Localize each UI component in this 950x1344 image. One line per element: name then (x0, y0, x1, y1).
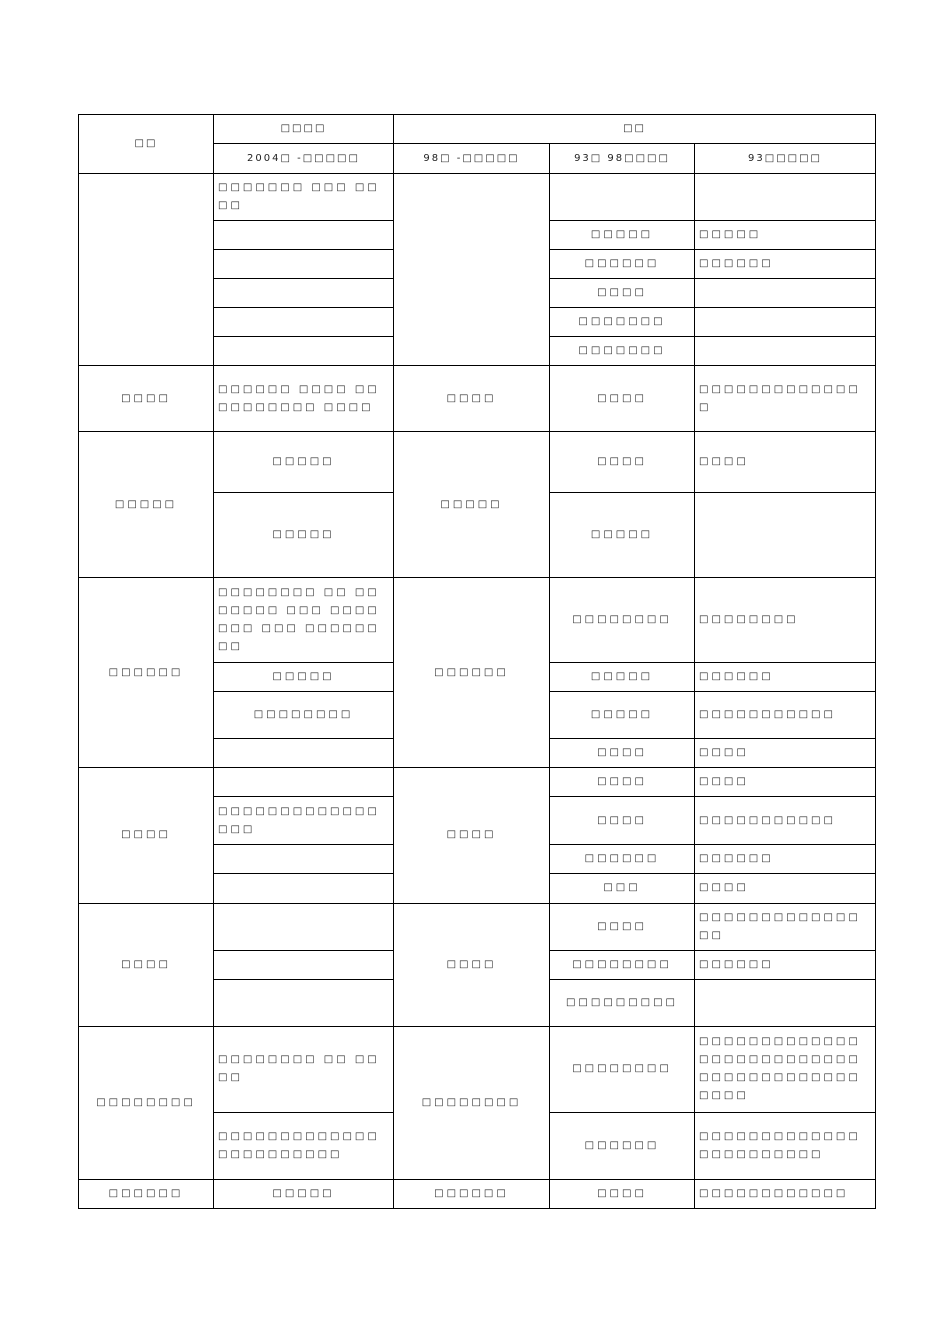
cell-d (695, 337, 876, 366)
cell-c: □□□□□ (550, 663, 695, 692)
cell-c: □□□□□ (550, 221, 695, 250)
cell-d: □□□□□□□□□□□ (695, 797, 876, 845)
table-row (79, 903, 876, 950)
cell-d: □□□□□□ (695, 845, 876, 874)
cell-mid (394, 174, 550, 366)
cell-a (214, 874, 394, 903)
cell-a (214, 279, 394, 308)
cell-c: □□□□ (550, 1179, 695, 1208)
header-sub-2: 98□ -□□□□□ (394, 144, 550, 174)
cell-a (214, 221, 394, 250)
cell-c: □□□□□□ (550, 1112, 695, 1179)
section-label: □□□□□□ (79, 1179, 214, 1208)
cell-d: □□□□□□□□□□□□□□ (695, 366, 876, 432)
cell-a (214, 768, 394, 797)
cell-a (214, 308, 394, 337)
cell-d (695, 174, 876, 221)
cell-a: □□□□□ (214, 432, 394, 493)
cell-c: □□□□ (550, 279, 695, 308)
cell-c: □□□ (550, 874, 695, 903)
cell-mid: □□□□ (394, 903, 550, 1026)
cell-a: □□□□□ (214, 1179, 394, 1208)
cell-d (695, 979, 876, 1026)
cell-d: □□□□□□□□□□□□ (695, 1179, 876, 1208)
table-row (79, 174, 876, 221)
cell-d: □□□□□□□□□□□□□□□ (695, 903, 876, 950)
cell-mid: □□□□□□□□ (394, 1026, 550, 1179)
cell-c: □□□□ (550, 768, 695, 797)
cell-c: □□□□ (550, 432, 695, 493)
table-row (79, 1026, 876, 1112)
cell-c: □□□□□□□□□ (550, 979, 695, 1026)
cell-d: □□□□ (695, 768, 876, 797)
cell-c: □□□□ (550, 903, 695, 950)
cell-d (695, 308, 876, 337)
cell-c: □□□□ (550, 739, 695, 768)
table-row (79, 366, 876, 432)
cell-d: □□□□ (695, 874, 876, 903)
cell-a (214, 950, 394, 979)
cell-a (214, 739, 394, 768)
cell-a: □□□□□ (214, 493, 394, 578)
header-sub-1: 2004□ -□□□□□ (214, 144, 394, 174)
table-row (79, 1179, 876, 1208)
table-row (79, 768, 876, 797)
comparison-table (78, 114, 876, 1209)
cell-c (550, 174, 695, 221)
cell-a: □□□□□□□□□□□□□□□□□□□□□□□ (214, 1112, 394, 1179)
header-group-right: □□ (394, 115, 876, 144)
cell-c: □□□□□ (550, 692, 695, 739)
cell-c: □□□□□ (550, 493, 695, 578)
cell-c: □□□□□□ (550, 845, 695, 874)
cell-a (214, 337, 394, 366)
cell-d: □□□□□□ (695, 950, 876, 979)
section-label (79, 174, 214, 366)
cell-a: □□□□□□□□ □□ □□□□□□□ □□□ □□□□□□□ □□□ □□□□□□□□ (214, 578, 394, 663)
cell-mid: □□□□ (394, 366, 550, 432)
section-label: □□□□ (79, 903, 214, 1026)
header-category: □□ (79, 115, 214, 174)
cell-c: □□□□□□□□ (550, 950, 695, 979)
cell-c: □□□□□□ (550, 250, 695, 279)
cell-d: □□□□□□□□ (695, 578, 876, 663)
header-row-1 (79, 115, 876, 144)
cell-d: □□□□□□□□□□□ (695, 692, 876, 739)
cell-a: □□□□□□ □□□□ □□□□□□□□□□ □□□□ (214, 366, 394, 432)
cell-a: □□□□□□□ □□□ □□□□ (214, 174, 394, 221)
cell-d: □□□□□□ (695, 250, 876, 279)
cell-a (214, 979, 394, 1026)
cell-a (214, 250, 394, 279)
cell-mid: □□□□ (394, 768, 550, 903)
table-row (79, 578, 876, 663)
cell-d: □□□□□□□□□□□□□□□□□□□□□□□ (695, 1112, 876, 1179)
cell-c: □□□□□□□□ (550, 578, 695, 663)
cell-d: □□□□ (695, 739, 876, 768)
cell-a: □□□□□ (214, 663, 394, 692)
cell-a: □□□□□□□□ (214, 692, 394, 739)
cell-c: □□□□ (550, 797, 695, 845)
cell-c: □□□□□□□ (550, 308, 695, 337)
cell-a: □□□□□□□□□□□□□□□□ (214, 797, 394, 845)
cell-d: □□□□□ (695, 221, 876, 250)
header-sub-3: 93□ 98□□□□ (550, 144, 695, 174)
cell-a (214, 903, 394, 950)
section-label: □□□□□□□□ (79, 1026, 214, 1179)
cell-mid: □□□□□ (394, 432, 550, 578)
section-label: □□□□ (79, 768, 214, 903)
cell-d (695, 279, 876, 308)
cell-d (695, 493, 876, 578)
table-row (79, 432, 876, 493)
section-label: □□□□□ (79, 432, 214, 578)
cell-d: □□□□ (695, 432, 876, 493)
cell-c: □□□□□□□ (550, 337, 695, 366)
section-label: □□□□□□ (79, 578, 214, 768)
header-group-left: □□□□ (214, 115, 394, 144)
cell-a: □□□□□□□□ □□ □□□□ (214, 1026, 394, 1112)
cell-d: □□□□□□□□□□□□□□□□□□□□□□□□□□□□□□□□□□□□□□□□□□□ (695, 1026, 876, 1112)
header-sub-4: 93□□□□□ (695, 144, 876, 174)
cell-c: □□□□□□□□ (550, 1026, 695, 1112)
cell-mid: □□□□□□ (394, 1179, 550, 1208)
cell-mid: □□□□□□ (394, 578, 550, 768)
cell-c: □□□□ (550, 366, 695, 432)
section-label: □□□□ (79, 366, 214, 432)
cell-a (214, 845, 394, 874)
cell-d: □□□□□□ (695, 663, 876, 692)
